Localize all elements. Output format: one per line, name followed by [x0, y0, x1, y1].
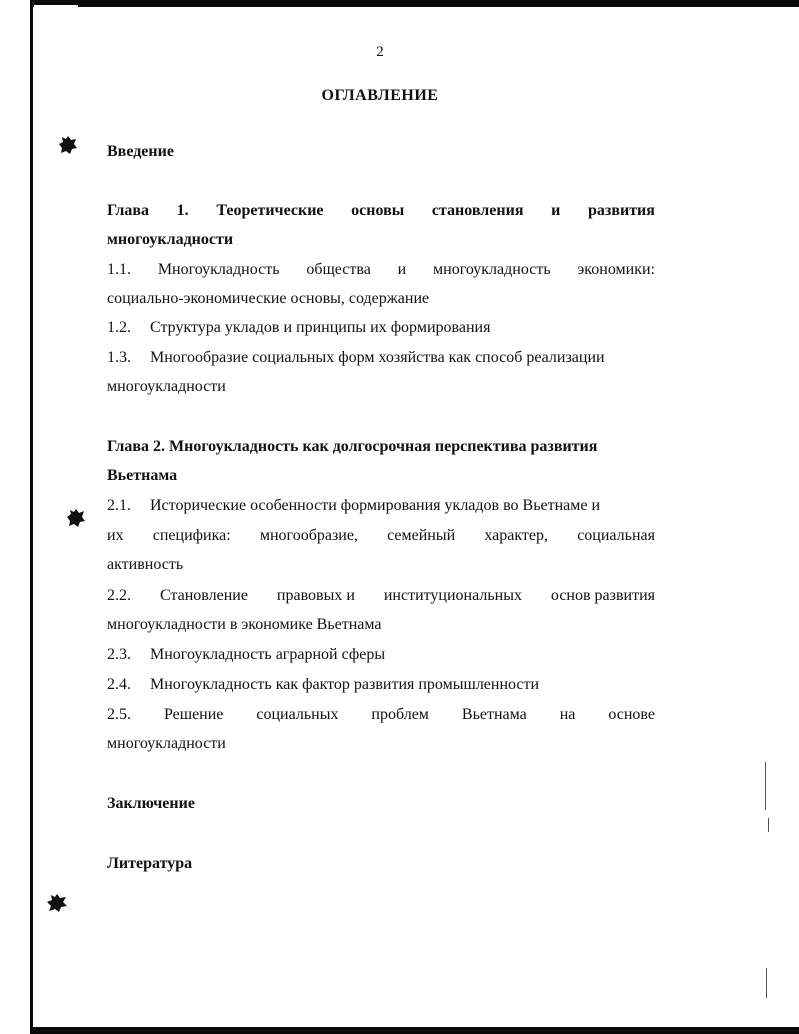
word: и	[551, 202, 561, 219]
toc-section-2-4	[107, 675, 655, 695]
word: их	[107, 527, 124, 544]
toc-section-2-2	[107, 586, 655, 606]
word: на	[559, 706, 576, 723]
toc-section-2-3	[107, 645, 655, 665]
word: основе	[608, 706, 655, 723]
toc-section-1-1	[107, 260, 655, 280]
word: правовых и	[276, 587, 355, 604]
toc-section-1-2	[107, 318, 655, 338]
scan-left-border	[30, 0, 33, 1034]
toc-section-2-2-cont: многоукладности в экономике Вьетнама	[107, 616, 382, 633]
section-title: Исторические особенности формирования укладов во Вьетнаме и	[150, 497, 601, 514]
scan-edge-mark	[765, 762, 766, 810]
word: проблем	[371, 706, 429, 723]
word: Многоукладность	[157, 261, 280, 278]
toc-chapter2-heading-cont: Вьетнама	[107, 467, 178, 484]
section-number: 2.3.	[107, 646, 131, 663]
section-number: 2.4.	[107, 676, 131, 693]
toc-section-2-5-cont: многоукладности	[107, 735, 226, 752]
scan-edge-mark	[766, 968, 767, 998]
word: и	[397, 261, 407, 278]
toc-section-1-3	[107, 348, 655, 368]
page-title: ОГЛАВЛЕНИЕ	[321, 87, 439, 104]
word: общества	[306, 261, 371, 278]
toc-section-1-3-cont: многоукладности	[107, 378, 226, 395]
toc-chapter2-heading: Глава 2. Многоукладность как долгосрочная перспектива развития	[107, 438, 598, 455]
word: характер,	[484, 527, 549, 544]
word: многоукладность	[433, 261, 551, 278]
toc-section-1-1-cont: социально-экономические основы, содержание	[107, 290, 430, 307]
word: развития	[588, 202, 655, 219]
word: становления	[431, 202, 524, 219]
word: 1.	[176, 202, 189, 219]
toc-chapter1-heading	[107, 201, 655, 221]
section-title: Структура укладов и принципы их формирования	[150, 319, 491, 336]
section-number: 1.1.	[107, 261, 131, 278]
word: Становление	[159, 587, 248, 604]
section-title: Многоукладность как фактор развития промышленности	[150, 676, 540, 693]
toc-chapter1-heading-cont: многоукладности	[107, 231, 234, 248]
word: экономики:	[577, 261, 655, 278]
word: Теоретические	[216, 202, 324, 219]
scan-top-border	[30, 0, 799, 7]
word: Глава	[107, 202, 149, 219]
word: многообразие,	[259, 527, 358, 544]
toc-section-2-1-cont2: активность	[107, 556, 184, 573]
word: Решение	[163, 706, 224, 723]
word: социальных	[256, 706, 339, 723]
toc-conclusion: Заключение	[107, 795, 195, 812]
word: социальная	[577, 527, 655, 544]
punch-hole-blot	[58, 135, 78, 155]
section-number: 2.1.	[107, 497, 131, 514]
page-number: 2	[376, 44, 384, 60]
section-title: Многообразие социальных форм хозяйства как способ реализации	[150, 349, 605, 366]
word: семейный	[387, 527, 456, 544]
word: основы	[351, 202, 405, 219]
word: Вьетнама	[461, 706, 527, 723]
word: институциональных	[383, 587, 522, 604]
section-title: Многоукладность аграрной сферы	[150, 646, 386, 663]
scan-top-notch	[34, 5, 78, 8]
toc-section-2-1-cont	[107, 526, 655, 546]
scan-bottom-border	[30, 1027, 799, 1034]
section-number: 1.3.	[107, 349, 131, 366]
toc-literature: Литература	[107, 855, 193, 872]
word: основ развития	[550, 587, 655, 604]
section-number: 1.2.	[107, 319, 131, 336]
scan-edge-mark	[768, 818, 769, 832]
punch-hole-blot	[46, 893, 68, 913]
toc-section-2-1	[107, 496, 655, 516]
word: специфика:	[152, 527, 231, 544]
toc-introduction: Введение	[107, 143, 174, 160]
toc-section-2-5	[107, 705, 655, 725]
section-number: 2.5.	[107, 706, 131, 723]
punch-hole-blot	[66, 508, 86, 528]
section-number: 2.2.	[107, 587, 131, 604]
